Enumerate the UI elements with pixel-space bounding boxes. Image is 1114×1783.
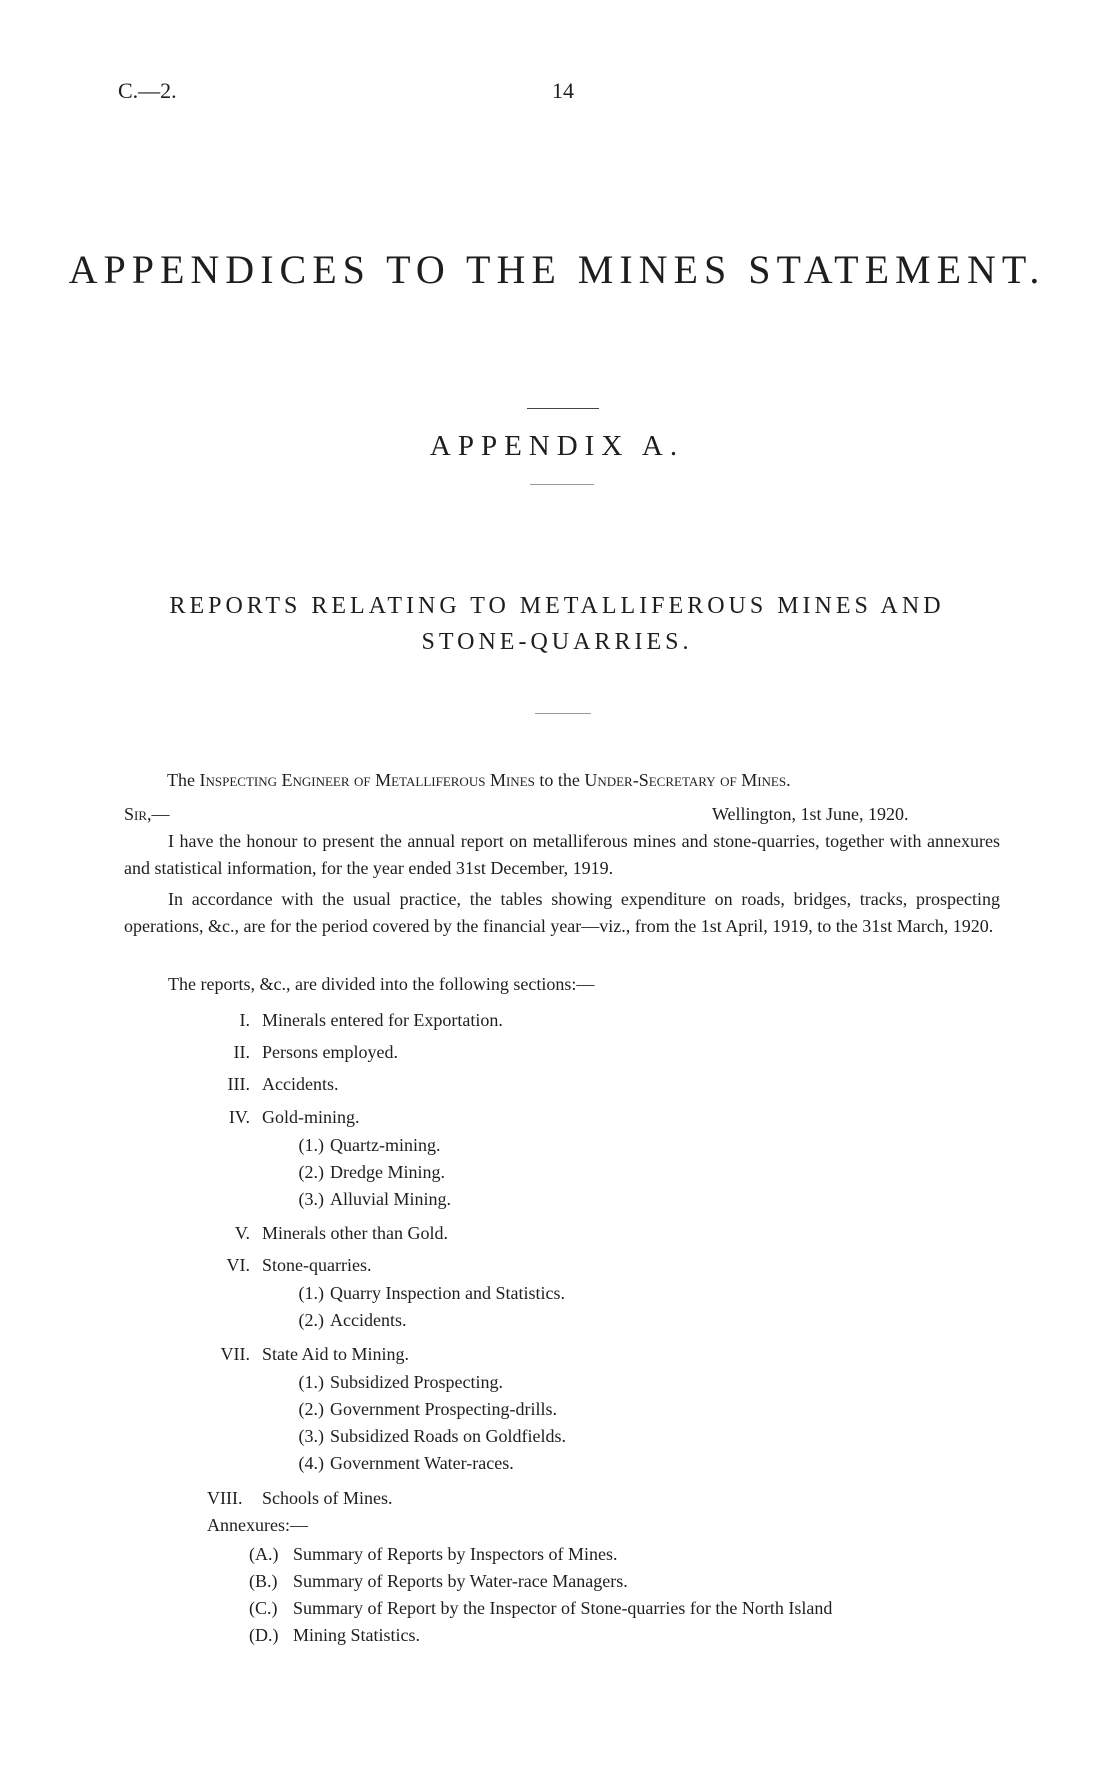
report-title-line-2: STONE-QUARRIES. <box>421 629 693 655</box>
salutation: Sir,— <box>124 804 170 824</box>
report-title <box>0 588 1114 660</box>
from-line-pre: The <box>167 770 195 790</box>
from-title: Inspecting Engineer of Metalliferous Mines <box>199 770 535 790</box>
rule-above-appendix <box>527 408 599 409</box>
paragraph-3: The reports, &c., are divided into the following sections:— <box>168 974 595 994</box>
report-title-line-1: REPORTS RELATING TO METALLIFEROUS MINES AND <box>169 593 945 619</box>
from-line-mid: to the <box>539 770 580 790</box>
appendix-heading: APPENDIX A. <box>429 430 685 462</box>
paragraph-1: I have the honour to present the annual report on metalliferous mines and stone-quarries, together with annexures and statistical information, for the year ended 31st December, 1919. <box>124 831 1000 878</box>
page-number: 14 <box>552 78 574 103</box>
paragraph-2: In accordance with the usual practice, the tables showing expenditure on roads, bridges, tracks, prospecting operations, &c., are for the period covered by the financial year—viz., from the 1st April, 1919, to the 31st March, 1920. <box>124 889 1000 936</box>
annexures-heading: Annexures:— <box>207 1515 308 1535</box>
rule-below-report-title <box>535 713 591 714</box>
document-reference: C.—2. <box>118 78 177 103</box>
main-title: APPENDICES TO THE MINES STATEMENT. <box>68 247 1046 292</box>
rule-below-appendix <box>530 484 594 485</box>
letter-from-line <box>167 766 791 794</box>
to-title: Under-Secretary of Mines. <box>584 770 791 790</box>
place-date: Wellington, 1st June, 1920. <box>712 804 909 824</box>
